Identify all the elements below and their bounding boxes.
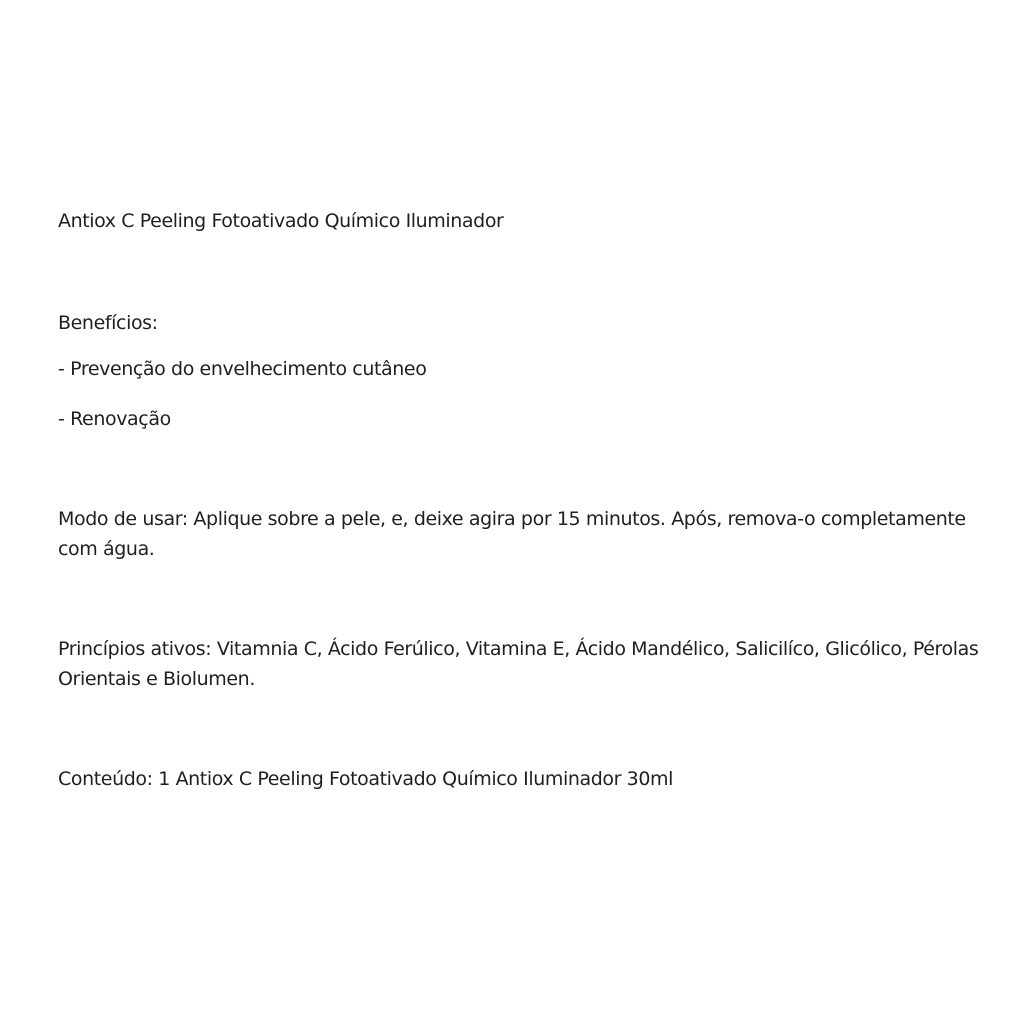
- active-ingredients: Princípios ativos: Vitamnia C, Ácido Ferúlico, Vitamina E, Ácido Mandélico, Salicilíco, Glicólico, Pérolas Orientais e Biolumen.: [58, 638, 979, 690]
- usage-instructions: Modo de usar: Aplique sobre a pele, e, deixe agira por 15 minutos. Após, remova-o completamente com água.: [58, 508, 966, 560]
- benefit-item-renewal: - Renovação: [58, 408, 171, 430]
- product-title: Antiox C Peeling Fotoativado Químico Iluminador: [58, 210, 504, 232]
- package-contents: Conteúdo: 1 Antiox C Peeling Fotoativado Químico Iluminador 30ml: [58, 768, 674, 790]
- benefit-item-prevention: - Prevenção do envelhecimento cutâneo: [58, 358, 427, 380]
- benefits-heading: Benefícios:: [58, 312, 158, 334]
